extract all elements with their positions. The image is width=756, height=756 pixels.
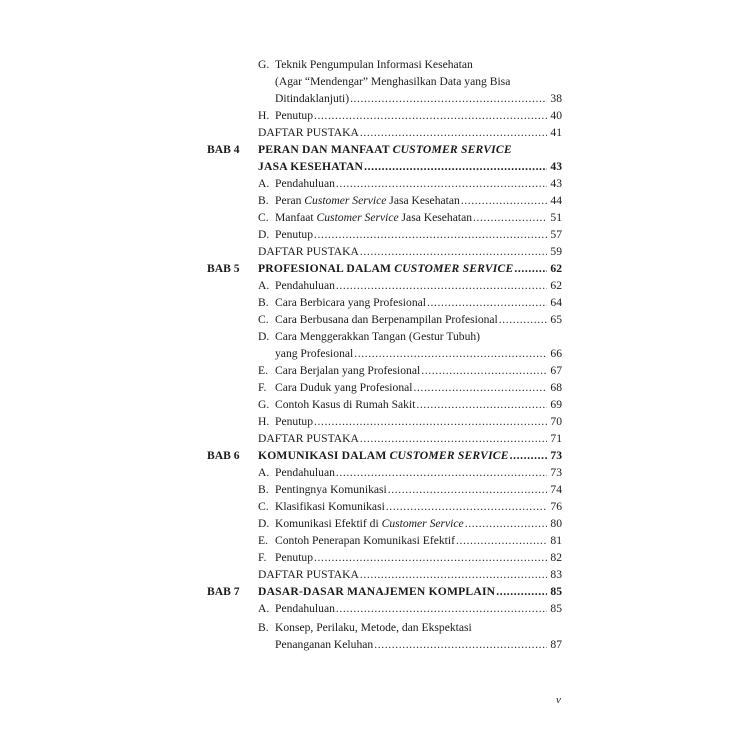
entry-page: 68 bbox=[550, 381, 562, 394]
toc-entry bbox=[258, 498, 562, 515]
dot-leader bbox=[514, 260, 547, 277]
entry-page: 51 bbox=[550, 211, 562, 224]
entry-page: 71 bbox=[550, 432, 562, 445]
entry-page: 59 bbox=[550, 245, 562, 258]
entry-title: Pendahuluan bbox=[275, 466, 335, 479]
entry-page: 66 bbox=[550, 347, 562, 360]
entry-letter: F. bbox=[258, 551, 267, 564]
entry-title: DAFTAR PUSTAKA bbox=[258, 568, 359, 581]
entry-page: 70 bbox=[550, 415, 562, 428]
entry-title: Pendahuluan bbox=[275, 602, 335, 615]
entry-page: 62 bbox=[550, 279, 562, 292]
entry-letter: A. bbox=[258, 279, 270, 292]
entry-title: yang Profesional bbox=[275, 347, 354, 360]
toc-entry bbox=[258, 532, 562, 549]
toc-entry bbox=[275, 90, 562, 107]
dot-leader bbox=[465, 515, 547, 532]
dot-leader bbox=[360, 243, 547, 260]
chapter-title: PROFESIONAL DALAM CUSTOMER SERVICE bbox=[258, 262, 514, 275]
chapter-page: 43 bbox=[550, 160, 562, 173]
entry-letter: D. bbox=[258, 517, 270, 530]
entry-title: Teknik Pengumpulan Informasi Kesehatan bbox=[275, 58, 473, 71]
dot-leader bbox=[461, 192, 547, 209]
dot-leader bbox=[416, 396, 547, 413]
toc-entry bbox=[258, 600, 562, 617]
dot-leader bbox=[473, 209, 547, 226]
entry-letter: A. bbox=[258, 177, 270, 190]
entry-letter: E. bbox=[258, 364, 268, 377]
dot-leader bbox=[360, 430, 547, 447]
entry-letter: A. bbox=[258, 602, 270, 615]
entry-page: 44 bbox=[550, 194, 562, 207]
entry-title: DAFTAR PUSTAKA bbox=[258, 432, 359, 445]
entry-page: 73 bbox=[550, 466, 562, 479]
toc-entry bbox=[258, 566, 562, 583]
entry-title: Pendahuluan bbox=[275, 177, 335, 190]
dot-leader bbox=[374, 636, 547, 653]
entry-letter: A. bbox=[258, 466, 270, 479]
chapter-title: KOMUNIKASI DALAM CUSTOMER SERVICE bbox=[258, 449, 509, 462]
entry-page: 67 bbox=[550, 364, 562, 377]
toc-entry bbox=[258, 209, 562, 226]
entry-letter: C. bbox=[258, 313, 269, 326]
toc-entry bbox=[258, 277, 562, 294]
toc-entry bbox=[258, 243, 562, 260]
entry-letter: H. bbox=[258, 109, 270, 122]
dot-leader bbox=[499, 311, 547, 328]
toc-entry bbox=[258, 311, 562, 328]
entry-title: Komunikasi Efektif di Customer Service bbox=[275, 517, 464, 530]
entry-title: DAFTAR PUSTAKA bbox=[258, 126, 359, 139]
entry-title: Cara Berjalan yang Profesional bbox=[275, 364, 421, 377]
entry-title: Ditindaklanjuti) bbox=[275, 92, 350, 105]
entry-title: Cara Berbicara yang Profesional bbox=[275, 296, 426, 309]
dot-leader bbox=[336, 175, 547, 192]
dot-leader bbox=[364, 158, 547, 175]
entry-title: Pentingnya Komunikasi bbox=[275, 483, 387, 496]
entry-letter: F. bbox=[258, 381, 267, 394]
toc-entry bbox=[258, 107, 562, 124]
entry-title: Contoh Kasus di Rumah Sakit bbox=[275, 398, 416, 411]
toc-entry bbox=[258, 328, 562, 345]
entry-letter: B. bbox=[258, 483, 269, 496]
toc-entry bbox=[258, 175, 562, 192]
dot-leader bbox=[336, 464, 547, 481]
dot-leader bbox=[496, 583, 547, 600]
entry-letter: H. bbox=[258, 415, 270, 428]
dot-leader bbox=[427, 294, 547, 311]
chapter-title: DASAR-DASAR MANAJEMEN KOMPLAIN bbox=[258, 585, 496, 598]
page-number: v bbox=[556, 694, 561, 706]
chapter-title-row bbox=[258, 447, 562, 464]
entry-page: 43 bbox=[550, 177, 562, 190]
entry-letter: D. bbox=[258, 330, 270, 343]
dot-leader bbox=[413, 379, 547, 396]
dot-leader bbox=[360, 124, 547, 141]
dot-leader bbox=[350, 90, 547, 107]
entry-page: 81 bbox=[550, 534, 562, 547]
entry-page: 76 bbox=[550, 500, 562, 513]
entry-page: 57 bbox=[550, 228, 562, 241]
entry-title: Cara Menggerakkan Tangan (Gestur Tubuh) bbox=[275, 330, 481, 343]
dot-leader bbox=[360, 566, 547, 583]
toc-entry bbox=[258, 379, 562, 396]
entry-title: Pendahuluan bbox=[275, 279, 335, 292]
entry-letter: B. bbox=[258, 296, 269, 309]
entry-letter: D. bbox=[258, 228, 270, 241]
entry-page: 38 bbox=[550, 92, 562, 105]
chapter-title-row bbox=[258, 141, 562, 158]
entry-title: Penutup bbox=[275, 109, 314, 122]
entry-letter: G. bbox=[258, 398, 270, 411]
entry-title: Peran Customer Service Jasa Kesehatan bbox=[275, 194, 460, 207]
toc-entry bbox=[258, 192, 562, 209]
chapter-title-row bbox=[258, 583, 562, 600]
dot-leader bbox=[336, 600, 547, 617]
entry-title: Cara Berbusana dan Berpenampilan Profesional bbox=[275, 313, 498, 326]
entry-letter: G. bbox=[258, 58, 270, 71]
chapter-label: BAB 6 bbox=[207, 449, 240, 462]
entry-continuation: (Agar “Mendengar” Menghasilkan Data yang Bisa bbox=[275, 75, 511, 88]
chapter-title: PERAN DAN MANFAAT CUSTOMER SERVICE bbox=[258, 143, 512, 156]
entry-title: Penanganan Keluhan bbox=[275, 638, 374, 651]
chapter-page: 73 bbox=[550, 449, 562, 462]
dot-leader bbox=[314, 226, 547, 243]
toc-entry bbox=[258, 549, 562, 566]
entry-title: Contoh Penerapan Komunikasi Efektif bbox=[275, 534, 455, 547]
entry-page: 69 bbox=[550, 398, 562, 411]
chapter-label: BAB 4 bbox=[207, 143, 240, 156]
entry-title: Penutup bbox=[275, 228, 314, 241]
toc-entry bbox=[275, 636, 562, 653]
entry-title: Manfaat Customer Service Jasa Kesehatan bbox=[275, 211, 473, 224]
entry-title: Penutup bbox=[275, 415, 314, 428]
dot-leader bbox=[456, 532, 547, 549]
entry-title: Cara Duduk yang Profesional bbox=[275, 381, 413, 394]
toc-entry bbox=[258, 515, 562, 532]
entry-page: 87 bbox=[550, 638, 562, 651]
entry-page: 80 bbox=[550, 517, 562, 530]
toc-entry bbox=[258, 56, 562, 73]
chapter-page: 85 bbox=[550, 585, 562, 598]
entry-page: 74 bbox=[550, 483, 562, 496]
dot-leader bbox=[388, 481, 547, 498]
entry-page: 40 bbox=[550, 109, 562, 122]
entry-letter: C. bbox=[258, 211, 269, 224]
entry-letter: B. bbox=[258, 194, 269, 207]
toc-entry bbox=[258, 464, 562, 481]
dot-leader bbox=[510, 447, 547, 464]
entry-page: 85 bbox=[550, 602, 562, 615]
dot-leader bbox=[314, 549, 547, 566]
entry-letter: E. bbox=[258, 534, 268, 547]
entry-title: Konsep, Perilaku, Metode, dan Ekspektasi bbox=[275, 621, 472, 634]
toc-entry bbox=[258, 396, 562, 413]
dot-leader bbox=[314, 107, 547, 124]
entry-letter: C. bbox=[258, 500, 269, 513]
entry-page: 41 bbox=[550, 126, 562, 139]
toc-entry bbox=[275, 345, 562, 362]
chapter-label: BAB 7 bbox=[207, 585, 240, 598]
entry-page: 83 bbox=[550, 568, 562, 581]
toc-entry bbox=[258, 481, 562, 498]
entry-page: 65 bbox=[550, 313, 562, 326]
toc-entry bbox=[258, 294, 562, 311]
toc-entry bbox=[258, 124, 562, 141]
toc-entry bbox=[258, 362, 562, 379]
dot-leader bbox=[354, 345, 547, 362]
dot-leader bbox=[421, 362, 547, 379]
entry-page: 64 bbox=[550, 296, 562, 309]
chapter-title-row bbox=[258, 158, 562, 175]
toc-entry bbox=[258, 226, 562, 243]
toc-entry bbox=[258, 430, 562, 447]
toc-entry bbox=[258, 413, 562, 430]
entry-title: Klasifikasi Komunikasi bbox=[275, 500, 385, 513]
dot-leader bbox=[386, 498, 547, 515]
entry-title: Penutup bbox=[275, 551, 314, 564]
dot-leader bbox=[314, 413, 547, 430]
toc-entry bbox=[258, 619, 562, 636]
entry-letter: B. bbox=[258, 621, 269, 634]
chapter-label: BAB 5 bbox=[207, 262, 240, 275]
chapter-page: 62 bbox=[550, 262, 562, 275]
chapter-title-row bbox=[258, 260, 562, 277]
chapter-title: JASA KESEHATAN bbox=[258, 160, 364, 173]
entry-title: DAFTAR PUSTAKA bbox=[258, 245, 359, 258]
dot-leader bbox=[336, 277, 547, 294]
entry-page: 82 bbox=[550, 551, 562, 564]
